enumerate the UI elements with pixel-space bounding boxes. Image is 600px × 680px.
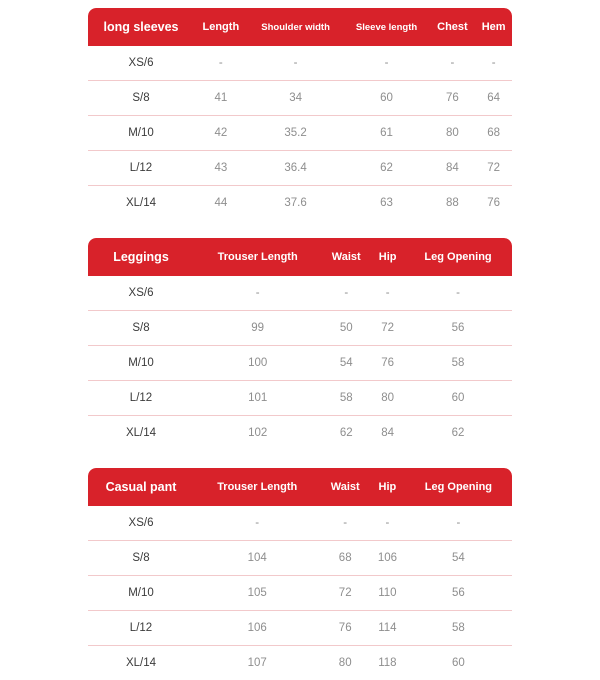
cell-value: 62 bbox=[404, 416, 512, 450]
cell-value: 63 bbox=[344, 186, 430, 220]
row-label: XS/6 bbox=[88, 276, 194, 311]
cell-value: - bbox=[344, 46, 430, 81]
cell-value: - bbox=[248, 46, 344, 81]
cell-value: - bbox=[404, 276, 512, 311]
table-header-row bbox=[88, 238, 512, 276]
cell-value: 62 bbox=[321, 416, 371, 450]
column-header-leg-opening: Leg Opening bbox=[424, 481, 493, 493]
cell-value: 58 bbox=[321, 381, 371, 416]
table-body-leggings bbox=[88, 276, 512, 450]
cell-value: 72 bbox=[320, 576, 370, 611]
row-label: S/8 bbox=[88, 81, 194, 116]
cell-value: - bbox=[430, 46, 476, 81]
table-row bbox=[88, 576, 512, 611]
cell-value: 42 bbox=[194, 116, 248, 151]
table-header-long-sleeves bbox=[88, 8, 512, 46]
column-header-category: Leggings bbox=[113, 250, 169, 264]
cell-value: 60 bbox=[405, 646, 512, 680]
column-header-hip: Hip bbox=[378, 481, 397, 493]
column-header-chest: Chest bbox=[437, 21, 468, 33]
row-label: XL/14 bbox=[88, 416, 194, 450]
column-header-shoulder-width: Shoulder width bbox=[261, 21, 330, 33]
row-label: XL/14 bbox=[88, 646, 194, 680]
cell-value: 88 bbox=[430, 186, 476, 220]
cell-value: 105 bbox=[194, 576, 320, 611]
cell-value: 106 bbox=[370, 541, 405, 576]
row-label: XL/14 bbox=[88, 186, 194, 220]
cell-value: 76 bbox=[475, 186, 512, 220]
cell-value: 102 bbox=[194, 416, 321, 450]
table-header-leggings bbox=[88, 238, 512, 276]
column-header-trouser-length: Trouser Length bbox=[217, 481, 298, 493]
cell-value: 34 bbox=[248, 81, 344, 116]
column-header-leg-opening: Leg Opening bbox=[424, 251, 492, 263]
column-header-hip: Hip bbox=[378, 251, 397, 263]
cell-value: 56 bbox=[405, 576, 512, 611]
table-row bbox=[88, 506, 512, 541]
row-label: L/12 bbox=[88, 151, 194, 186]
table-body-long-sleeves bbox=[88, 46, 512, 220]
cell-value: 118 bbox=[370, 646, 405, 680]
row-label: M/10 bbox=[88, 116, 194, 151]
table-body-casual-pant bbox=[88, 506, 512, 680]
cell-value: 58 bbox=[405, 611, 512, 646]
cell-value: 56 bbox=[404, 311, 512, 346]
column-header-category: long sleeves bbox=[103, 20, 179, 34]
cell-value: - bbox=[370, 506, 405, 541]
column-header-trouser-length: Trouser Length bbox=[217, 251, 298, 263]
column-header-waist: Waist bbox=[330, 481, 360, 493]
cell-value: 76 bbox=[430, 81, 476, 116]
row-label: S/8 bbox=[88, 311, 194, 346]
column-header-waist: Waist bbox=[331, 251, 361, 263]
table-header-row bbox=[88, 8, 512, 46]
cell-value: 80 bbox=[430, 116, 476, 151]
cell-value: 44 bbox=[194, 186, 248, 220]
cell-value: - bbox=[475, 46, 512, 81]
table-row bbox=[88, 151, 512, 186]
cell-value: 80 bbox=[371, 381, 404, 416]
table-row bbox=[88, 381, 512, 416]
cell-value: 60 bbox=[404, 381, 512, 416]
cell-value: - bbox=[194, 506, 320, 541]
column-header-hem: Hem bbox=[481, 21, 506, 33]
cell-value: 80 bbox=[320, 646, 370, 680]
column-header-category: Casual pant bbox=[105, 480, 177, 494]
cell-value: 68 bbox=[475, 116, 512, 151]
row-label: L/12 bbox=[88, 381, 194, 416]
cell-value: 68 bbox=[320, 541, 370, 576]
cell-value: - bbox=[405, 506, 512, 541]
table-row bbox=[88, 81, 512, 116]
row-label: XS/6 bbox=[88, 46, 194, 81]
row-label: M/10 bbox=[88, 346, 194, 381]
cell-value: 84 bbox=[430, 151, 476, 186]
column-header-sleeve-length: Sleeve length bbox=[355, 21, 418, 33]
table-row bbox=[88, 186, 512, 220]
cell-value: - bbox=[371, 276, 404, 311]
cell-value: 76 bbox=[371, 346, 404, 381]
size-table-leggings bbox=[88, 238, 512, 450]
cell-value: 61 bbox=[344, 116, 430, 151]
row-label: L/12 bbox=[88, 611, 194, 646]
cell-value: 107 bbox=[194, 646, 320, 680]
size-table-casual-pant bbox=[88, 468, 512, 680]
cell-value: - bbox=[320, 506, 370, 541]
table-row bbox=[88, 346, 512, 381]
cell-value: 84 bbox=[371, 416, 404, 450]
cell-value: 58 bbox=[404, 346, 512, 381]
table-row bbox=[88, 116, 512, 151]
table-row bbox=[88, 311, 512, 346]
row-label: S/8 bbox=[88, 541, 194, 576]
cell-value: 60 bbox=[344, 81, 430, 116]
table-row bbox=[88, 276, 512, 311]
table-row bbox=[88, 611, 512, 646]
cell-value: 72 bbox=[475, 151, 512, 186]
cell-value: 99 bbox=[194, 311, 321, 346]
table-row bbox=[88, 46, 512, 81]
cell-value: 36.4 bbox=[248, 151, 344, 186]
row-label: M/10 bbox=[88, 576, 194, 611]
size-table-long-sleeves bbox=[88, 8, 512, 220]
cell-value: 101 bbox=[194, 381, 321, 416]
cell-value: 54 bbox=[321, 346, 371, 381]
cell-value: 64 bbox=[475, 81, 512, 116]
table-row bbox=[88, 416, 512, 450]
table-header-casual-pant bbox=[88, 468, 512, 506]
cell-value: 72 bbox=[371, 311, 404, 346]
cell-value: 41 bbox=[194, 81, 248, 116]
cell-value: 35.2 bbox=[248, 116, 344, 151]
cell-value: 114 bbox=[370, 611, 405, 646]
cell-value: - bbox=[194, 46, 248, 81]
cell-value: 43 bbox=[194, 151, 248, 186]
cell-value: 76 bbox=[320, 611, 370, 646]
cell-value: 54 bbox=[405, 541, 512, 576]
cell-value: 104 bbox=[194, 541, 320, 576]
cell-value: 106 bbox=[194, 611, 320, 646]
cell-value: - bbox=[194, 276, 321, 311]
table-header-row bbox=[88, 468, 512, 506]
cell-value: 62 bbox=[344, 151, 430, 186]
cell-value: - bbox=[321, 276, 371, 311]
table-row bbox=[88, 541, 512, 576]
row-label: XS/6 bbox=[88, 506, 194, 541]
table-row bbox=[88, 646, 512, 680]
cell-value: 37.6 bbox=[248, 186, 344, 220]
cell-value: 100 bbox=[194, 346, 321, 381]
cell-value: 110 bbox=[370, 576, 405, 611]
cell-value: 50 bbox=[321, 311, 371, 346]
column-header-length: Length bbox=[202, 21, 240, 33]
